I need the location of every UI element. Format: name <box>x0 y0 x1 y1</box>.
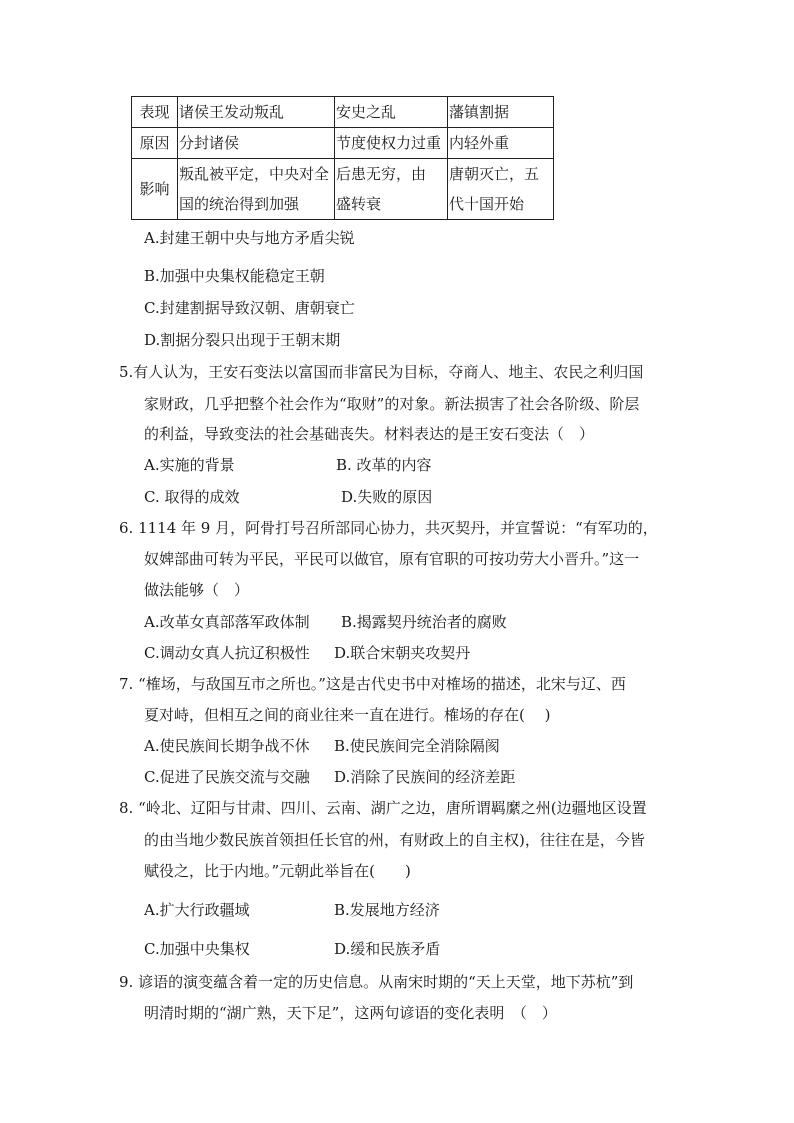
question-7-line: 夏对峙，但相互之间的商业往来一直在进行。榷场的存在( ) <box>144 706 551 724</box>
option-b: B.加强中央集权能稳定王朝 <box>144 267 325 285</box>
option-b: B.使民族间完全消除隔阂 <box>334 737 500 755</box>
cell-line <box>449 159 552 189</box>
cell-line <box>336 159 446 189</box>
table-cell: 藩镇割据 <box>448 97 554 128</box>
option-a: A.实施的背景 <box>144 456 235 474</box>
option-d: D.割据分裂只出现于王朝末期 <box>144 331 341 349</box>
option-c: C.促进了民族交流与交融 <box>144 768 310 786</box>
table-cell: 表现 <box>132 97 178 128</box>
option-d: D.消除了民族间的经济差距 <box>334 768 516 786</box>
table-cell: 诸侯王发动叛乱 <box>178 97 335 128</box>
option-a: A.封建王朝中央与地方矛盾尖锐 <box>144 229 355 247</box>
cell-line: 盛转衰 <box>336 195 382 213</box>
option-c: C.调动女真人抗辽积极性 <box>144 644 310 662</box>
cell-text: 五 <box>524 165 540 183</box>
cell-text: 后患无穷， <box>336 165 412 183</box>
table-cell: 影响 <box>132 159 178 220</box>
table-row <box>132 97 554 128</box>
cell-line: 国的统治得到加强 <box>179 195 300 213</box>
option-c: C.加强中央集权 <box>144 940 250 958</box>
question-9-line: 明清时期的“湖广熟，天下足”，这两句谚语的变化表明 （ ） <box>144 1004 557 1022</box>
option-a: A.扩大行政疆域 <box>144 901 250 919</box>
table-row <box>132 128 554 159</box>
question-5-line: 5.有人认为，王安石变法以富国而非富民为目标，夺商人、地主、农民之利归国 <box>119 363 644 381</box>
option-c: C. 取得的成效 <box>144 488 240 506</box>
cell-text: 唐朝灭亡， <box>449 165 525 183</box>
option-d: D.联合宋朝夹攻契丹 <box>334 644 471 662</box>
cell-line: 代十国开始 <box>449 195 525 213</box>
table-cell: 内轻外重 <box>448 128 554 159</box>
option-b: B. 改革的内容 <box>336 456 432 474</box>
question-9-line: 9. 谚语的演变蕴含着一定的历史信息。从南宋时期的“天上天堂，地下苏杭”到 <box>119 973 634 991</box>
table-cell <box>335 159 448 220</box>
question-8-line: 的由当地少数民族首领担任长官的州，有财政上的自主权)，往往在是，今皆 <box>144 831 645 849</box>
cell-text: 由 <box>411 165 427 183</box>
comparison-table <box>131 96 554 220</box>
table-row <box>132 159 554 220</box>
table-cell: 原因 <box>132 128 178 159</box>
question-8-line: 8. “岭北、辽阳与甘肃、四川、云南、湖广之边，唐所谓羁縻之州(边疆地区设置 <box>119 799 647 817</box>
option-a: A.使民族间长期争战不休 <box>144 737 310 755</box>
option-a: A.改革女真部落军政体制 <box>144 613 310 631</box>
table-cell <box>178 159 335 220</box>
question-6-line: 做法能够（ ） <box>144 581 250 599</box>
option-b: B.揭露契丹统治者的腐败 <box>341 613 507 631</box>
table-cell: 节度使权力过重 <box>335 128 448 159</box>
table-cell: 分封诸侯 <box>178 128 335 159</box>
question-7-line: 7. “榷场，与敌国互市之所也。”这是古代史书中对榷场的描述，北宋与辽、西 <box>119 675 626 693</box>
question-5-line: 家财政，几乎把整个社会作为“取财”的对象。新法损害了社会各阶级、阶层 <box>144 395 640 413</box>
table-cell <box>448 159 554 220</box>
option-d: D.缓和民族矛盾 <box>334 940 441 958</box>
question-6-line: 奴婢部曲可转为平民，平民可以做官，原有官职的可按功劳大小晋升。”这一 <box>144 550 640 568</box>
table-cell: 安史之乱 <box>335 97 448 128</box>
question-6-line: 6. 1114 年 9 月，阿骨打号召所部同心协力，共灭契丹，并宣誓说：“有军功的， <box>119 519 658 537</box>
question-5-line: 的利益，导致变法的社会基础丧失。材料表达的是王安石变法（ ） <box>144 425 595 443</box>
option-b: B.发展地方经济 <box>334 901 440 919</box>
option-d: D.失败的原因 <box>341 488 433 506</box>
cell-line: 叛乱被平定，中央对全 <box>179 165 330 183</box>
question-8-line: 赋役之，比于内地。”元朝此举旨在( ) <box>144 862 411 880</box>
option-c: C.封建割据导致汉朝、唐朝衰亡 <box>144 299 355 317</box>
